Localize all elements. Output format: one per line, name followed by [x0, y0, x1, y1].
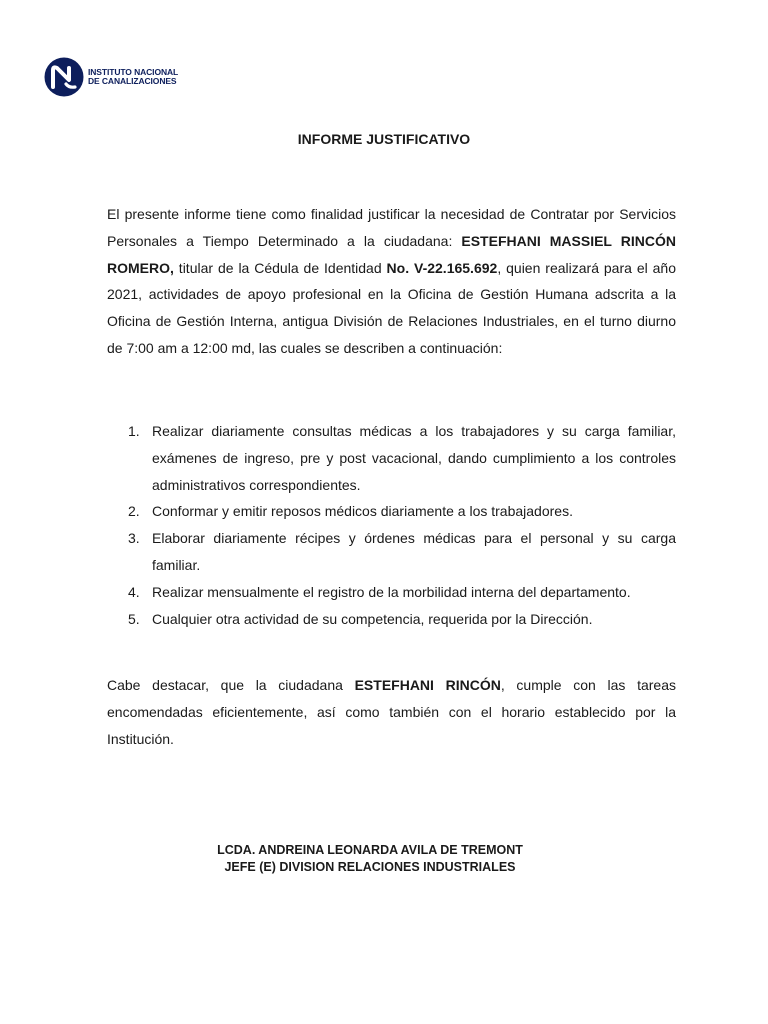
list-item-number: 5. — [128, 610, 140, 627]
list-item-text: Elaborar diariamente récipes y órdenes médicas para el personal y su carga familiar. — [152, 530, 676, 573]
list-item — [128, 498, 676, 525]
closing-text-2: , cumple con las tareas encomendadas eficientemente, así como también con el horario establecido por la Institución. — [107, 677, 676, 747]
signature-block — [0, 842, 740, 876]
employee-short-name: ESTEFHANI RINCÓN — [354, 677, 501, 693]
list-item-number: 3. — [128, 530, 140, 547]
list-item — [128, 579, 676, 606]
logo-emblem-icon — [44, 57, 84, 97]
signatory-name: LCDA. ANDREINA LEONARDA AVILA DE TREMONT — [217, 843, 523, 857]
list-item-number: 2. — [128, 503, 140, 520]
list-item-text: Conformar y emitir reposos médicos diariamente a los trabajadores. — [152, 503, 573, 520]
signatory-position: JEFE (E) DIVISION RELACIONES INDUSTRIALES — [224, 860, 516, 874]
closing-paragraph — [107, 672, 676, 752]
intro-text-2: titular de la Cédula de Identidad — [173, 259, 387, 276]
id-number: No. V-22.165.692 — [386, 259, 498, 276]
list-item-text: Realizar mensualmente el registro de la morbilidad interna del departamento. — [152, 583, 631, 600]
institution-logo — [44, 57, 178, 97]
intro-text-1: El presente informe tiene como finalidad justificar la necesidad de Contratar por Servicios Personales a Tiempo Determinado a la ciudadana: — [107, 206, 676, 249]
logo-line-2: DE CANALIZACIONES — [88, 76, 177, 86]
logo-line-1: INSTITUTO NACIONAL — [88, 66, 179, 77]
logo-text — [88, 68, 178, 87]
list-item-number: 1. — [128, 423, 140, 439]
closing-text-1: Cabe destacar, que la ciudadana — [107, 677, 355, 693]
task-list — [128, 418, 676, 632]
list-item — [128, 606, 676, 633]
list-item — [128, 418, 676, 498]
list-item-text: Realizar diariamente consultas médicas a los trabajadores y su carga familiar, exámenes de ingreso, pre y post vacacional, dando cumplimiento a los controles administrativos correspondientes. — [152, 423, 676, 493]
list-item-text: Cualquier otra actividad de su competencia, requerida por la Dirección. — [152, 610, 593, 627]
employee-full-name: ESTEFHANI MASSIEL RINCÓN ROMERO, — [107, 232, 676, 276]
intro-paragraph — [107, 201, 676, 362]
document-title: INFORME JUSTIFICATIVO — [297, 131, 471, 147]
intro-text-3: , quien realizará para el año 2021, actividades de apoyo profesional en la Oficina de Gestión Humana adscrita a la Oficina de Gestión Interna, antigua División de Relaciones Industriales, en el turno diurno de 7:00 am a 12:00 md, las cuales se describen a continuación: — [107, 259, 676, 356]
list-item — [128, 525, 676, 579]
list-item-number: 4. — [128, 583, 140, 600]
